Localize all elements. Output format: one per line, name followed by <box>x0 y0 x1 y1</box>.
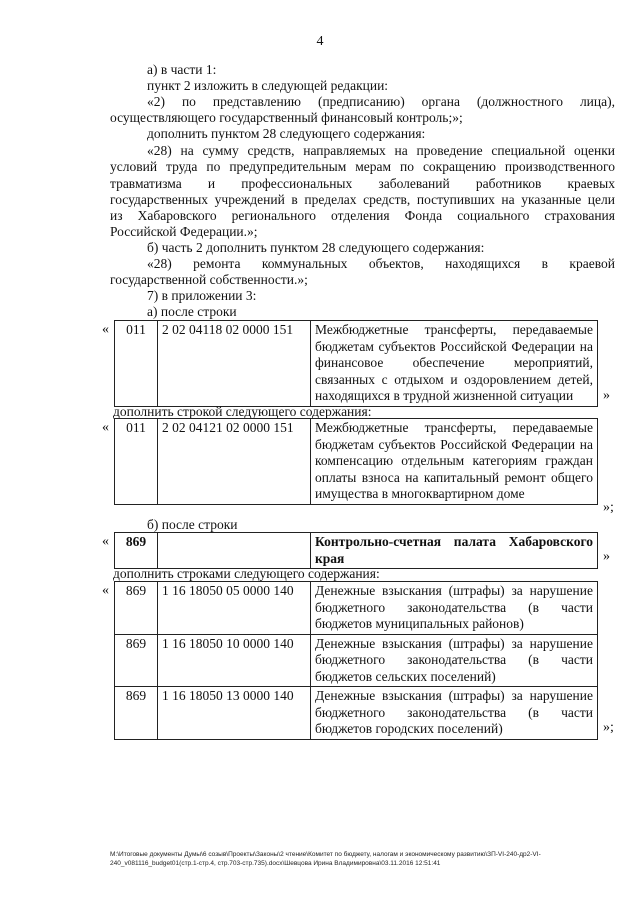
desc-cell: Денежные взыскания (штрафы) за нарушение бюджетного законодательства (в части бюджетов муниципальных районов) <box>311 582 598 635</box>
kbk-cell <box>158 533 311 569</box>
para-part2-item28-1: «28) ремонта коммунальных объектов, находящихся в краевой <box>147 256 615 271</box>
para-item28-6: Российской Федерации.»; <box>110 224 258 239</box>
quote-open-1: « <box>102 322 109 337</box>
table-row <box>115 687 598 740</box>
page-number: 4 <box>316 34 324 49</box>
para-after-row-b: б) после строки <box>147 517 238 532</box>
table-row <box>115 321 598 407</box>
code-cell: 869 <box>115 687 158 740</box>
quote-close-2: »; <box>603 500 614 515</box>
para-after-row-a: а) после строки <box>147 304 237 319</box>
para-item28-2: условий труда по предупредительным мерам по сокращению производственного <box>110 159 615 174</box>
desc-cell: Межбюджетные трансферты, передаваемые бюджетам субъектов Российской Федерации на финансовое обеспечение мероприятий, связанных с отдыхом и оздоровлением детей, находящихся в трудной жизненной ситуации <box>311 321 598 407</box>
kbk-cell: 1 16 18050 13 0000 140 <box>158 687 311 740</box>
para-add-item28: дополнить пунктом 28 следующего содержания: <box>147 126 426 141</box>
footer-line-1: M:\Итоговые документы Думы\6 созыв\Проекты\Законы\2 чтение\Комитет по бюджету, налогам и экономическому развитию\ЗП-VI-240-др2-VI- <box>110 851 541 858</box>
code-cell: 011 <box>115 321 158 407</box>
table-new-rows-b <box>114 581 598 740</box>
kbk-cell: 2 02 04121 02 0000 151 <box>158 419 311 505</box>
para-item28-5: из Хабаровского регионального отделения Фонда социального страхования <box>110 208 615 223</box>
para-item28-1: «28) на сумму средств, направляемых на проведение специальной оценки <box>147 143 615 158</box>
desc-cell: Межбюджетные трансферты, передаваемые бюджетам субъектов Российской Федерации на компенсацию отдельным категориям граждан оплаты взноса на капитальный ремонт общего имущества в многоквартирном доме <box>311 419 598 505</box>
para-add-row: дополнить строкой следующего содержания: <box>113 404 372 419</box>
table-row <box>115 634 598 687</box>
code-cell: 869 <box>115 634 158 687</box>
para-item2-text-2: осуществляющего государственный финансовый контроль;»; <box>110 110 463 125</box>
para-add-rows: дополнить строками следующего содержания: <box>113 566 380 581</box>
para-part2-item28-2: государственной собственности.»; <box>110 272 308 287</box>
quote-open-3: « <box>102 534 109 549</box>
kbk-cell: 2 02 04118 02 0000 151 <box>158 321 311 407</box>
para-part1: а) в части 1: <box>147 62 217 77</box>
table-new-row-a <box>114 418 598 505</box>
table-row <box>115 419 598 505</box>
quote-close-1: » <box>603 388 610 403</box>
para-appendix3: 7) в приложении 3: <box>147 288 257 303</box>
desc-cell: Денежные взыскания (штрафы) за нарушение бюджетного законодательства (в части бюджетов городских поселений) <box>311 687 598 740</box>
table-existing-row-a <box>114 320 598 407</box>
quote-open-4: « <box>102 583 109 598</box>
quote-open-2: « <box>102 420 109 435</box>
table-row <box>115 582 598 635</box>
para-item2-text-1: «2) по представлению (предписанию) органа (должностного лица), <box>147 94 615 109</box>
quote-close-3: » <box>603 549 610 564</box>
table-row <box>115 533 598 569</box>
para-item28-3: травматизма и профессиональных заболеваний работников краевых <box>110 176 615 191</box>
code-cell: 011 <box>115 419 158 505</box>
code-cell: 869 <box>115 582 158 635</box>
code-cell: 869 <box>115 533 158 569</box>
para-item28-4: государственных учреждений в пределах средств, поступивших на указанные цели <box>110 192 615 207</box>
desc-cell: Контрольно-счетная палата Хабаровского края <box>311 533 598 569</box>
quote-close-4: »; <box>603 720 614 735</box>
table-existing-row-b <box>114 532 598 569</box>
file-path-footer <box>110 850 630 868</box>
kbk-cell: 1 16 18050 05 0000 140 <box>158 582 311 635</box>
kbk-cell: 1 16 18050 10 0000 140 <box>158 634 311 687</box>
footer-line-2: 240_v081116_budget01(стр.1-стр.4, стр.703-стр.735).docx\Шевцова Ирина Владимировна\03.11.2016 12:51:41 <box>110 860 441 867</box>
para-part2: б) часть 2 дополнить пунктом 28 следующего содержания: <box>147 240 485 255</box>
desc-cell: Денежные взыскания (штрафы) за нарушение бюджетного законодательства (в части бюджетов сельских поселений) <box>311 634 598 687</box>
para-item2-edit: пункт 2 изложить в следующей редакции: <box>147 78 389 93</box>
